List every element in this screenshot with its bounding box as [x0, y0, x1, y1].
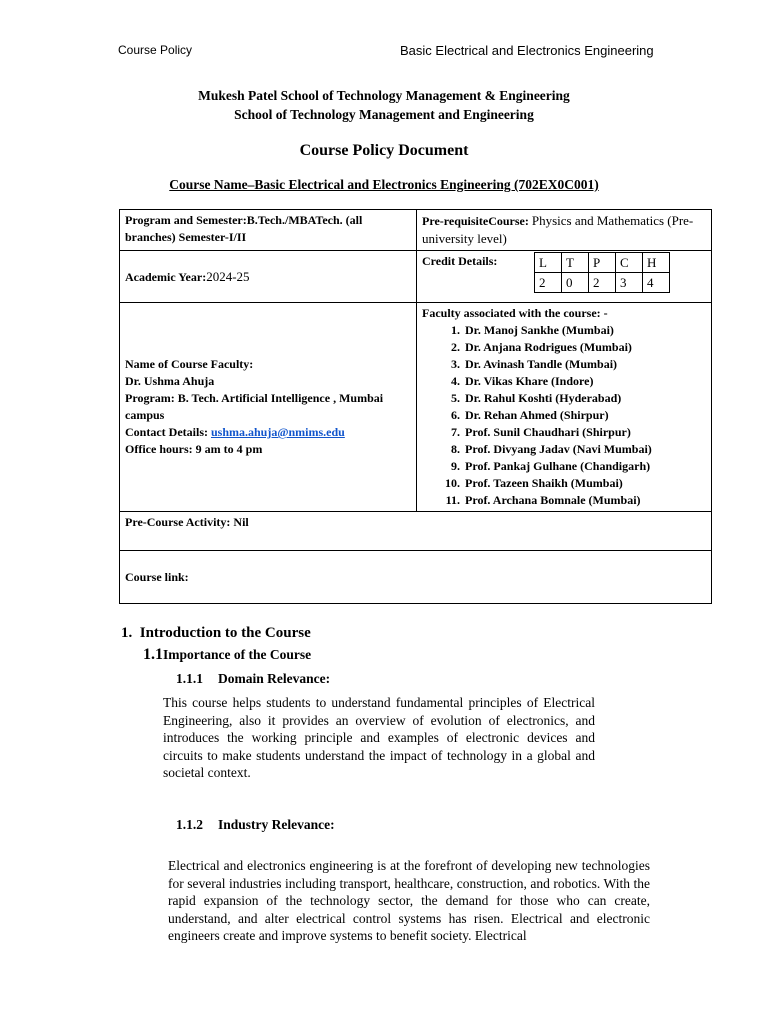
- faculty-list-name: Prof. Divyang Jadav (Navi Mumbai): [465, 442, 652, 456]
- faculty-list-number: 11.: [445, 493, 460, 507]
- subsection-title: Importance of the Course: [163, 647, 312, 662]
- industry-relevance-paragraph: Electrical and electronics engineering is at the forefront of developing new technologies for several industries including transport, healthcare, construction, and robotics. With the rapid expansion of the technology sector, the demand for those who can create, understand, and alter electrical control systems has risen. Electrical and electronic engineers create and improve systems to benefit society. Electrical: [168, 858, 650, 943]
- faculty-list-item: [422, 339, 706, 356]
- prerequisite-value: Physics and Mathematics (Pre-university level): [422, 213, 694, 246]
- academic-year-cell: [120, 251, 417, 303]
- faculty-list-item: [422, 356, 706, 373]
- program-cell: [120, 210, 417, 251]
- section-number: 1.: [121, 625, 133, 641]
- faculty-list-name: Dr. Vikas Khare (Indore): [465, 374, 594, 388]
- prerequisite-label: Pre-requisiteCourse:: [422, 214, 529, 228]
- credit-value-t: 0: [562, 273, 589, 293]
- faculty-name-label: Name of Course Faculty:: [125, 357, 254, 371]
- faculty-list-number: 7.: [451, 425, 460, 439]
- faculty-list-name: Dr. Rahul Koshti (Hyderabad): [465, 391, 622, 405]
- faculty-list-item: [422, 458, 706, 475]
- faculty-list-number: 8.: [451, 442, 460, 456]
- faculty-list-item: [422, 373, 706, 390]
- credit-value-p: 2: [589, 273, 616, 293]
- credit-header-c: C: [616, 253, 643, 273]
- section-heading: [121, 625, 311, 642]
- running-header-left: Course Policy: [118, 43, 193, 57]
- faculty-list-item: [422, 441, 706, 458]
- faculty-list-name: Prof. Sunil Chaudhari (Shirpur): [465, 425, 631, 439]
- credit-grid: [534, 252, 670, 293]
- institution-name: Mukesh Patel School of Technology Management & Engineering: [198, 88, 570, 103]
- faculty-list-name: Dr. Rehan Ahmed (Shirpur): [465, 408, 609, 422]
- credit-header-p: P: [589, 253, 616, 273]
- faculty-list-number: 6.: [451, 408, 460, 422]
- faculty-list-item: [422, 390, 706, 407]
- credit-value-c: 3: [616, 273, 643, 293]
- industry-relevance-number: 1.1.2: [176, 817, 203, 832]
- contact-label: Contact Details:: [125, 425, 208, 439]
- credit-details-cell: [417, 251, 712, 303]
- faculty-list-number: 9.: [451, 459, 460, 473]
- faculty-list-number: 3.: [451, 357, 460, 371]
- document-title: Course Policy Document: [299, 142, 469, 159]
- faculty-list-item: [422, 424, 706, 441]
- credit-header-h: H: [643, 253, 670, 273]
- course-name-heading: [0, 177, 768, 193]
- faculty-list-number: 10.: [445, 476, 460, 490]
- academic-year-row: [120, 251, 712, 303]
- credit-value-l: 2: [535, 273, 562, 293]
- academic-year-value: 2024-25: [206, 268, 250, 284]
- academic-year-label: Academic Year:: [125, 269, 207, 284]
- faculty-list-name: Dr. Anjana Rodrigues (Mumbai): [465, 340, 632, 354]
- faculty-list-name: Dr. Avinash Tandle (Mumbai): [465, 357, 618, 371]
- domain-relevance-number: 1.1.1: [176, 671, 203, 686]
- domain-relevance-title: Domain Relevance:: [218, 671, 331, 686]
- faculty-list-name: Dr. Manoj Sankhe (Mumbai): [465, 323, 614, 337]
- pre-course-activity-row: [120, 512, 712, 551]
- course-faculty-cell: [120, 303, 417, 512]
- course-info-table: [119, 209, 712, 604]
- credit-header-l: L: [535, 253, 562, 273]
- faculty-program: Program: B. Tech. Artificial Intelligence , Mumbai campus: [125, 391, 384, 422]
- credit-details: [422, 253, 706, 300]
- faculty-list-item: [422, 322, 706, 339]
- faculty-row: [120, 303, 712, 512]
- faculty-list-item: [422, 475, 706, 492]
- faculty-list-number: 2.: [451, 340, 460, 354]
- credit-header-t: T: [562, 253, 589, 273]
- credit-value-row: [535, 273, 670, 293]
- program-row: [120, 210, 712, 251]
- faculty-list-number: 5.: [451, 391, 460, 405]
- faculty-list-name: Prof. Pankaj Gulhane (Chandigarh): [465, 459, 651, 473]
- credit-value-h: 4: [643, 273, 670, 293]
- associated-faculty-cell: [417, 303, 712, 512]
- faculty-list-name: Prof. Archana Bomnale (Mumbai): [465, 493, 641, 507]
- school-name: School of Technology Management and Engineering: [234, 107, 534, 122]
- contact-details: [125, 424, 411, 441]
- course-link-row: [120, 551, 712, 604]
- course-name-text: Course Name–Basic Electrical and Electronics Engineering (702EX0C001): [169, 177, 599, 192]
- faculty-list-item: [422, 407, 706, 424]
- industry-relevance-heading: [176, 817, 335, 833]
- faculty-email-link[interactable]: ushma.ahuja@nmims.edu: [210, 425, 345, 439]
- domain-relevance-heading: [176, 671, 330, 687]
- office-hours: Office hours: 9 am to 4 pm: [125, 442, 263, 456]
- pre-course-activity: Pre-Course Activity: Nil: [120, 512, 712, 551]
- program-label: Program and Semester:: [125, 213, 247, 227]
- subsection-heading: [143, 646, 311, 664]
- domain-relevance-paragraph: This course helps students to understand fundamental principles of Electrical Engineering, also it provides an overview of evolution of electronics, and introduces the working principle and examples of electronic devices and circuits to make students understand the impact of technology in a global and societal context.: [163, 695, 595, 780]
- faculty-list-number: 4.: [451, 374, 460, 388]
- industry-relevance-title: Industry Relevance:: [218, 817, 335, 832]
- running-header-right: Basic Electrical and Electronics Engineering: [400, 43, 654, 58]
- credit-header-row: [535, 253, 670, 273]
- associated-faculty-title: Faculty associated with the course: -: [422, 306, 608, 320]
- section-title: Introduction to the Course: [139, 625, 311, 641]
- faculty-list-item: [422, 492, 706, 509]
- course-link-label: Course link:: [120, 551, 712, 604]
- subsection-number: 1.1: [143, 646, 163, 663]
- credit-details-label: Credit Details:: [422, 254, 498, 268]
- faculty-list-name: Prof. Tazeen Shaikh (Mumbai): [465, 476, 623, 490]
- faculty-list-number: 1.: [451, 323, 460, 337]
- faculty-name: Dr. Ushma Ahuja: [125, 374, 215, 388]
- program-value: B.Tech./MBATech. (all branches) Semester-I/II: [125, 213, 363, 244]
- prerequisite-cell: [417, 210, 712, 251]
- associated-faculty-list: [422, 322, 706, 509]
